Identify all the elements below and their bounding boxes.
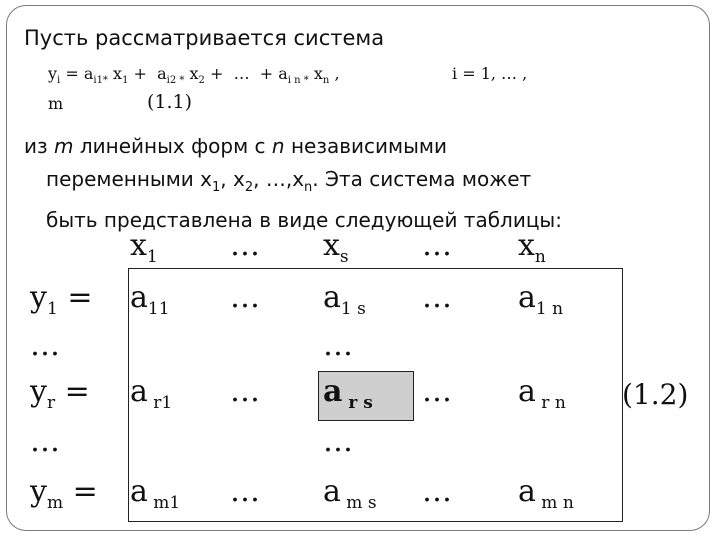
index-range: i = 1, … , bbox=[452, 64, 528, 83]
rowm-y: y bbox=[30, 474, 47, 509]
index-end: m bbox=[48, 94, 64, 113]
eq-dots: … bbox=[233, 64, 250, 83]
header-xs-var: x bbox=[323, 228, 340, 263]
eq-x1: x bbox=[113, 64, 123, 83]
rowm-dots-2: … bbox=[422, 474, 452, 509]
para-n: n bbox=[271, 134, 285, 158]
eq-x2: x bbox=[189, 64, 199, 83]
cell-a1n bbox=[518, 280, 563, 319]
cell-ar1 bbox=[130, 374, 172, 413]
eq-a1-sub: i1* bbox=[93, 75, 108, 87]
cell-sub: m s bbox=[340, 493, 377, 513]
cell-ams bbox=[323, 474, 377, 513]
header-xn-sub: n bbox=[534, 247, 546, 267]
para-line-3: быть представлена в виде следующей таблицы: bbox=[46, 208, 562, 232]
dots-row1-left: … bbox=[30, 328, 60, 363]
eq-an: a bbox=[278, 64, 288, 83]
header-x1-var: x bbox=[130, 228, 147, 263]
cell-a: a bbox=[518, 374, 536, 409]
cell-a: a bbox=[323, 280, 341, 315]
cell-ars bbox=[323, 374, 373, 413]
para-sub: 2 bbox=[244, 180, 254, 195]
cell-arn bbox=[518, 374, 566, 413]
para-m: m bbox=[54, 134, 74, 158]
header-x1-sub: 1 bbox=[146, 247, 158, 267]
rowr-eq: = bbox=[64, 374, 90, 409]
coefficient-table bbox=[18, 228, 689, 528]
cell-a1s bbox=[323, 280, 366, 319]
dots-row2-left: … bbox=[30, 424, 60, 459]
row1-dots-1: … bbox=[230, 280, 260, 315]
para-line-2 bbox=[24, 163, 562, 204]
para-text: , x bbox=[220, 167, 245, 191]
row1-y-sub: 1 bbox=[46, 299, 58, 319]
eq-xn-sub: n bbox=[322, 75, 330, 87]
rowr-dots-1: … bbox=[230, 374, 260, 409]
row-label-ym bbox=[30, 474, 98, 513]
header-x1 bbox=[130, 228, 158, 267]
row1-y: y bbox=[30, 280, 47, 315]
para-text: , …,x bbox=[253, 167, 305, 191]
eq-a2-sub: i2 * bbox=[166, 75, 185, 87]
cell-sub: 1 s bbox=[340, 299, 366, 319]
cell-a: a bbox=[518, 474, 536, 509]
cell-sub: m1 bbox=[147, 493, 181, 513]
eq-a2: a bbox=[157, 64, 167, 83]
rowr-y-sub: r bbox=[46, 393, 56, 413]
eq-xn: x bbox=[313, 64, 323, 83]
eq-y-sub: i bbox=[57, 75, 61, 87]
para-sub: n bbox=[304, 180, 313, 195]
rowm-eq: = bbox=[72, 474, 98, 509]
equation-number-2: (1.2) bbox=[622, 378, 689, 411]
description-paragraph bbox=[24, 130, 562, 237]
row1-eq: = bbox=[67, 280, 93, 315]
para-text: независимыми bbox=[284, 134, 447, 158]
cell-a: a bbox=[130, 474, 148, 509]
eq-y: y bbox=[48, 64, 58, 83]
eq-a1: a bbox=[83, 64, 94, 83]
cell-sub: r n bbox=[535, 393, 566, 413]
para-text: . Эта система может bbox=[312, 167, 532, 191]
cell-sub: 11 bbox=[147, 299, 170, 319]
eq-x2-sub: 2 bbox=[198, 75, 205, 87]
cell-a: a bbox=[130, 374, 148, 409]
cell-sub: 1 n bbox=[535, 299, 564, 319]
eq-x1-sub: 1 bbox=[122, 75, 129, 87]
row1-dots-2: … bbox=[422, 280, 452, 315]
dots-row2-mid: … bbox=[323, 424, 353, 459]
rowm-dots-1: … bbox=[230, 474, 260, 509]
para-text: из bbox=[24, 134, 54, 158]
cell-am1 bbox=[130, 474, 180, 513]
cell-a: a bbox=[323, 474, 341, 509]
equation-number-1: (1.1) bbox=[147, 91, 193, 113]
dots-row1-mid: … bbox=[323, 328, 353, 363]
header-xs-sub: s bbox=[339, 247, 349, 267]
para-line-1 bbox=[24, 130, 562, 163]
header-xn bbox=[518, 228, 546, 267]
intro-text: Пусть рассматривается система bbox=[24, 26, 385, 50]
header-dots-1: … bbox=[230, 228, 260, 263]
cell-a: a bbox=[518, 280, 536, 315]
cell-sub: r1 bbox=[147, 393, 173, 413]
row-label-yr bbox=[30, 374, 90, 413]
rowr-y: y bbox=[30, 374, 47, 409]
cell-a: a bbox=[323, 374, 343, 409]
cell-sub: m n bbox=[535, 493, 574, 513]
header-xn-var: x bbox=[518, 228, 535, 263]
cell-a11 bbox=[130, 280, 170, 319]
rowm-y-sub: m bbox=[46, 493, 64, 513]
cell-sub: r s bbox=[342, 393, 373, 413]
row-label-y1 bbox=[30, 280, 92, 319]
cell-a: a bbox=[130, 280, 148, 315]
system-equation: $y_i = a_{i1*}$ $x_1 + a_{i2 *}$ $x_2$ + … + $a_{i n *}$ $x_n$ , bbox=[48, 64, 340, 87]
rowr-dots-2: … bbox=[422, 374, 452, 409]
header-dots-2: … bbox=[422, 228, 452, 263]
para-text: линейных форм с bbox=[73, 134, 272, 158]
cell-amn bbox=[518, 474, 574, 513]
para-text: переменными x bbox=[46, 167, 212, 191]
para-sub: 1 bbox=[212, 180, 221, 195]
header-xs bbox=[323, 228, 349, 267]
eq-an-sub: i n * bbox=[287, 75, 309, 87]
